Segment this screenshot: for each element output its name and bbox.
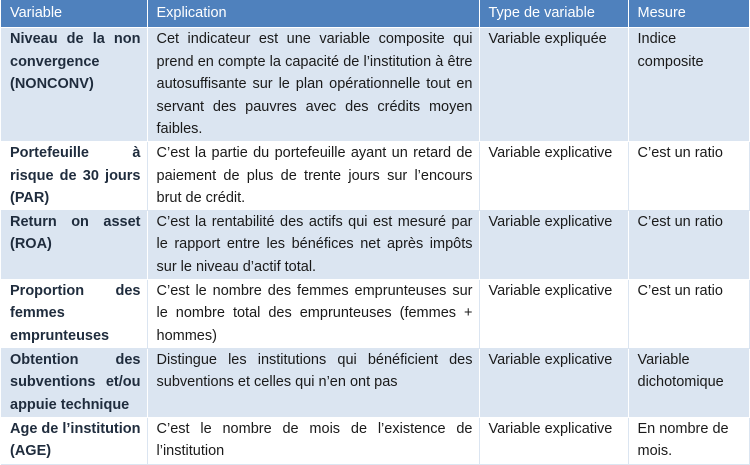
header-explication: Explication	[147, 0, 479, 28]
cell-explication: C’est la rentabilité des actifs qui est mesuré par le rapport entre les bénéfices net après impôts sur le niveau d’actif total.	[147, 210, 479, 279]
header-row	[1, 0, 749, 28]
table-row	[1, 279, 749, 348]
header-variable: Variable	[1, 0, 147, 28]
cell-explication: Distingue les institutions qui bénéficient des subventions et celles qui n’en ont pas	[147, 348, 479, 417]
cell-explication: C’est la partie du portefeuille ayant un retard de paiement de plus de trente jours sur l’encours brut de crédit.	[147, 142, 479, 211]
cell-variable: Portefeuille à risque de 30 jours (PAR)	[1, 142, 147, 211]
cell-variable: Niveau de la non convergence (NONCONV)	[1, 28, 147, 142]
cell-variable: Return on asset (ROA)	[1, 210, 147, 279]
table-row	[1, 142, 749, 211]
table-row	[1, 348, 749, 417]
cell-mesure: C’est un ratio	[628, 142, 749, 211]
cell-type: Variable expliquée	[479, 28, 628, 142]
cell-mesure: C’est un ratio	[628, 210, 749, 279]
cell-type: Variable explicative	[479, 417, 628, 464]
cell-type: Variable explicative	[479, 210, 628, 279]
cell-type: Variable explicative	[479, 142, 628, 211]
cell-mesure: Indice composite	[628, 28, 749, 142]
header-mesure: Mesure	[628, 0, 749, 28]
cell-explication: Cet indicateur est une variable composite qui prend en compte la capacité de l’institution à être autosuffisante sur le plan opérationnelle tout en servant des pauvres avec des crédits moyen faibles.	[147, 28, 479, 142]
cell-type: Variable explicative	[479, 348, 628, 417]
table-row	[1, 28, 749, 142]
table-row	[1, 417, 749, 464]
header-type: Type de variable	[479, 0, 628, 28]
cell-explication: C’est le nombre des femmes emprunteuses sur le nombre total des emprunteuses (femmes + hommes)	[147, 279, 479, 348]
table-row	[1, 210, 749, 279]
cell-mesure: En nombre de mois.	[628, 417, 749, 464]
cell-type: Variable explicative	[479, 279, 628, 348]
cell-mesure: C’est un ratio	[628, 279, 749, 348]
cell-variable: Obtention des subventions et/ou appuie technique	[1, 348, 147, 417]
cell-variable: Proportion des femmes emprunteuses	[1, 279, 147, 348]
cell-variable: Age de l’institution (AGE)	[1, 417, 147, 464]
cell-explication: C’est le nombre de mois de l’existence de l’institution	[147, 417, 479, 464]
variables-table	[1, 0, 750, 465]
cell-mesure: Variable dichotomique	[628, 348, 749, 417]
